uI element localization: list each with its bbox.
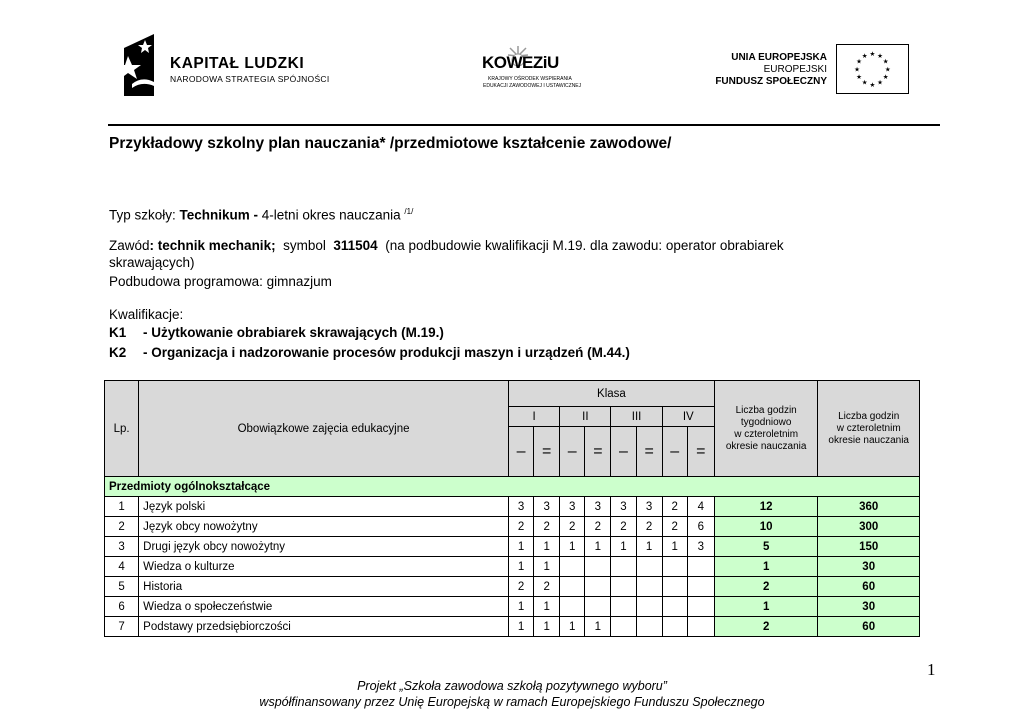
star-icon: ★ (869, 81, 876, 89)
row-lp: 7 (105, 617, 139, 637)
total-header-line: w czteroletnim (836, 422, 901, 434)
row-semester-hours: 2 (585, 517, 611, 537)
table-row (105, 597, 920, 617)
footer-line-2: współfinansowany przez Unię Europejską w ramach Europejskiego Funduszu Społecznego (259, 695, 765, 709)
semester-header: = (636, 427, 662, 477)
page-title: Przykładowy szkolny plan nauczania* /przedmiotowe kształcenie zawodowe/ (109, 135, 672, 152)
row-total-hours: 300 (818, 517, 920, 537)
semester-header: = (687, 427, 714, 477)
row-lp: 6 (105, 597, 139, 617)
section-title: Przedmioty ogólnokształcące (105, 477, 920, 497)
school-note: /1/ (404, 207, 414, 216)
weekly-header-line: okresie nauczania (725, 440, 807, 452)
row-semester-hours: 2 (508, 577, 533, 597)
qualification-k1 (109, 325, 444, 340)
school-type (109, 203, 413, 224)
semester-header: – (560, 427, 585, 477)
star-icon: ★ (877, 53, 884, 61)
row-weekly-hours: 2 (714, 617, 818, 637)
school-type-sep: - (249, 207, 262, 223)
star-icon: ★ (854, 66, 861, 74)
class-header-ii: II (560, 407, 611, 427)
weekly-header-line: Liczba godzin (735, 404, 797, 416)
row-semester-hours: 1 (508, 597, 533, 617)
row-weekly-hours: 2 (714, 577, 818, 597)
row-semester-hours (662, 597, 687, 617)
col-header-klasa: Klasa (508, 381, 714, 407)
row-semester-hours (611, 557, 636, 577)
school-period: 4-letni okres nauczania (261, 207, 401, 223)
row-semester-hours: 1 (636, 537, 662, 557)
row-semester-hours (662, 557, 687, 577)
row-semester-hours: 2 (662, 517, 687, 537)
row-semester-hours: 3 (560, 497, 585, 517)
qualifications-label: Kwalifikacje: (109, 307, 184, 322)
profession-detail-2: skrawających) (109, 255, 195, 270)
row-semester-hours (687, 557, 714, 577)
class-header-iv: IV (662, 407, 714, 427)
program-base: Podbudowa programowa: gimnazjum (109, 274, 332, 289)
row-total-hours: 150 (818, 537, 920, 557)
row-semester-hours: 1 (534, 597, 560, 617)
row-semester-hours: 1 (534, 617, 560, 637)
star-icon: ★ (882, 58, 889, 66)
star-icon: ★ (861, 53, 868, 61)
row-semester-hours: 1 (585, 617, 611, 637)
class-header-iii: III (611, 407, 662, 427)
table-row (105, 557, 920, 577)
row-semester-hours: 3 (534, 497, 560, 517)
kapital-ludzki-subtitle: NARODOWA STRATEGIA SPÓJNOŚCI (170, 74, 330, 84)
semester-header: = (585, 427, 611, 477)
row-semester-hours (585, 597, 611, 617)
row-semester-hours (636, 617, 662, 637)
row-total-hours: 60 (818, 577, 920, 597)
row-semester-hours (687, 597, 714, 617)
row-semester-hours: 1 (560, 617, 585, 637)
footer-line-1: Projekt „Szkoła zawodowa szkołą pozytywnego wyboru” (357, 679, 667, 693)
row-lp: 1 (105, 497, 139, 517)
semester-header: – (662, 427, 687, 477)
ue-line-3: FUNDUSZ SPOŁECZNY (715, 76, 827, 87)
row-lp: 5 (105, 577, 139, 597)
class-header-i: I (508, 407, 559, 427)
row-subject: Wiedza o kulturze (139, 557, 509, 577)
row-semester-hours (662, 577, 687, 597)
row-semester-hours (560, 577, 585, 597)
profession (109, 237, 909, 271)
row-semester-hours: 3 (687, 537, 714, 557)
semester-header: = (534, 427, 560, 477)
section-row (105, 477, 920, 497)
kapital-ludzki-logo (118, 32, 160, 98)
row-semester-hours: 1 (560, 537, 585, 557)
col-header-total (818, 381, 920, 477)
row-subject: Podstawy przedsiębiorczości (139, 617, 509, 637)
row-semester-hours: 2 (534, 517, 560, 537)
row-total-hours: 360 (818, 497, 920, 517)
qualification-name: - Użytkowanie obrabiarek skrawających (M.19.) (143, 325, 444, 340)
table-row (105, 577, 920, 597)
row-semester-hours: 1 (534, 537, 560, 557)
ue-line-1: UNIA EUROPEJSKA (731, 52, 827, 63)
school-type-label: Typ szkoły: (109, 207, 180, 223)
row-total-hours: 30 (818, 597, 920, 617)
profession-detail-1: (na podbudowie kwalifikacji M.19. dla zawodu: operator obrabiarek (385, 238, 784, 253)
row-weekly-hours: 1 (714, 557, 818, 577)
row-subject: Historia (139, 577, 509, 597)
row-semester-hours: 3 (636, 497, 662, 517)
kapital-ludzki-title: KAPITAŁ LUDZKI (170, 55, 305, 72)
row-semester-hours (585, 557, 611, 577)
row-subject: Wiedza o społeczeństwie (139, 597, 509, 617)
col-header-subjects: Obowiązkowe zajęcia edukacyjne (139, 381, 509, 477)
profession-value: : technik mechanik; (149, 238, 276, 253)
star-icon: ★ (856, 74, 863, 82)
row-semester-hours: 2 (508, 517, 533, 537)
semester-header: – (611, 427, 636, 477)
table-row (105, 497, 920, 517)
row-semester-hours: 2 (560, 517, 585, 537)
row-semester-hours: 2 (611, 517, 636, 537)
row-subject: Język polski (139, 497, 509, 517)
header-rule (108, 124, 940, 126)
symbol-label: symbol (283, 238, 326, 253)
semester-header: – (508, 427, 533, 477)
row-semester-hours: 3 (585, 497, 611, 517)
row-total-hours: 60 (818, 617, 920, 637)
kowezu-caption-1: KRAJOWY OŚRODEK WSPIERANIA (488, 76, 572, 82)
weekly-header-line: w czteroletnim (734, 428, 799, 440)
row-semester-hours (636, 577, 662, 597)
star-icon: ★ (856, 58, 863, 66)
row-semester-hours (585, 577, 611, 597)
qualification-name: - Organizacja i nadzorowanie procesów produkcji maszyn i urządzeń (M.44.) (143, 345, 630, 360)
curriculum-table (104, 380, 920, 637)
page-header (0, 0, 1024, 124)
row-semester-hours: 1 (534, 557, 560, 577)
kowezu-caption-2: EDUKACJI ZAWODOWEJ I USTAWICZNEJ (483, 83, 582, 89)
row-semester-hours: 3 (611, 497, 636, 517)
row-semester-hours (611, 577, 636, 597)
row-semester-hours: 1 (662, 537, 687, 557)
row-semester-hours (687, 617, 714, 637)
row-weekly-hours: 10 (714, 517, 818, 537)
row-semester-hours (636, 557, 662, 577)
row-total-hours: 30 (818, 557, 920, 577)
row-semester-hours (662, 617, 687, 637)
row-semester-hours: 1 (508, 617, 533, 637)
row-semester-hours (687, 577, 714, 597)
ue-line-2: EUROPEJSKI (763, 64, 827, 75)
table-row (105, 517, 920, 537)
symbol-value: 311504 (333, 238, 378, 253)
table-row (105, 537, 920, 557)
col-header-lp: Lp. (105, 381, 139, 477)
table-row (105, 617, 920, 637)
total-header-line: Liczba godzin (838, 410, 900, 422)
row-semester-hours: 1 (585, 537, 611, 557)
row-lp: 4 (105, 557, 139, 577)
row-semester-hours: 4 (687, 497, 714, 517)
total-header-line: okresie nauczania (828, 434, 909, 446)
school-type-value: Technikum (179, 207, 250, 223)
qualification-code: K2 (109, 345, 127, 360)
qualification-code: K1 (109, 325, 127, 340)
row-semester-hours: 1 (508, 557, 533, 577)
row-semester-hours: 6 (687, 517, 714, 537)
row-lp: 2 (105, 517, 139, 537)
qualification-k2 (109, 345, 630, 360)
row-semester-hours: 2 (534, 577, 560, 597)
row-weekly-hours: 12 (714, 497, 818, 517)
row-semester-hours (611, 617, 636, 637)
profession-label: Zawód (109, 238, 150, 253)
row-semester-hours: 1 (611, 537, 636, 557)
row-semester-hours (560, 597, 585, 617)
weekly-header-line: tygodniowo (740, 416, 792, 428)
row-subject: Drugi język obcy nowożytny (139, 537, 509, 557)
kowezu-name: KOWEZiU (482, 53, 559, 72)
row-semester-hours: 2 (636, 517, 662, 537)
row-lp: 3 (105, 537, 139, 557)
star-icon: ★ (861, 79, 868, 87)
eu-flag-icon (836, 44, 909, 94)
row-semester-hours (611, 597, 636, 617)
star-icon: ★ (869, 51, 876, 59)
col-header-weekly (714, 381, 818, 477)
row-semester-hours: 2 (662, 497, 687, 517)
row-semester-hours (636, 597, 662, 617)
row-weekly-hours: 5 (714, 537, 818, 557)
row-semester-hours: 1 (508, 537, 533, 557)
star-icon: ★ (882, 74, 889, 82)
star-icon: ★ (877, 79, 884, 87)
row-subject: Język obcy nowożytny (139, 517, 509, 537)
page-number: 1 (927, 660, 936, 679)
row-semester-hours: 3 (508, 497, 533, 517)
star-icon: ★ (884, 66, 891, 74)
row-weekly-hours: 1 (714, 597, 818, 617)
ue-text (715, 52, 827, 88)
row-semester-hours (560, 557, 585, 577)
